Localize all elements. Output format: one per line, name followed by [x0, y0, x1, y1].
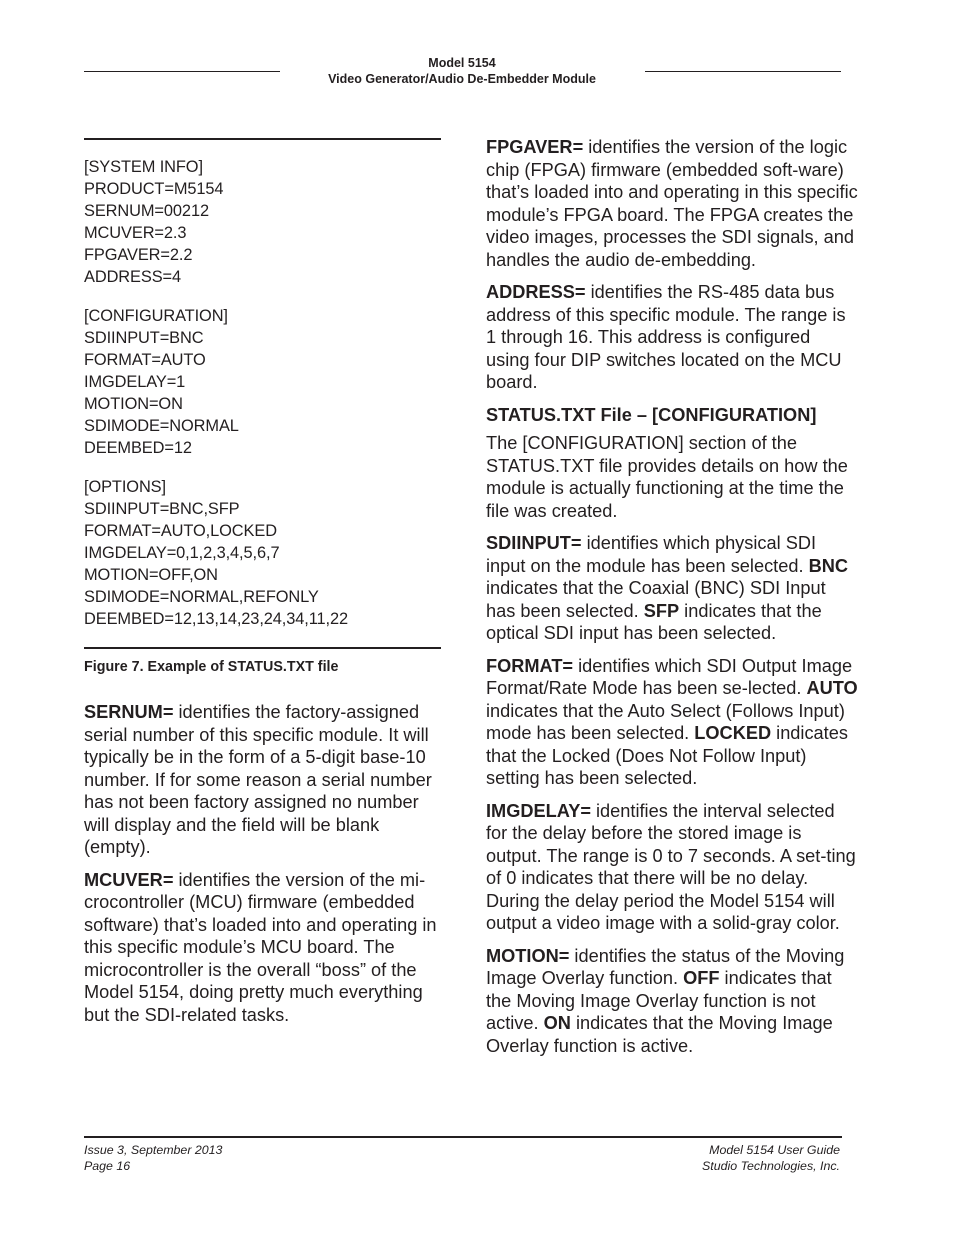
text-run: The [CONFIGURATION] section of the STATUS.TXT file provides details on how the module is actually functioning at the time the file was created.: [486, 433, 848, 521]
header-rule-left: [84, 71, 280, 72]
right-column-body: [486, 136, 858, 1067]
term: OFF: [683, 968, 720, 988]
config-line: DEEMBED=12,13,14,23,24,34,11,22: [84, 610, 349, 628]
footer-rule: [84, 1136, 842, 1138]
text-run: indicates that the Coaxial (BNC) SDI Input has been selected.: [486, 578, 826, 621]
figure-top-rule: [84, 138, 441, 140]
term: FPGAVER=: [486, 137, 584, 157]
paragraph: [486, 281, 858, 394]
status-file-example: [84, 156, 442, 647]
config-line: IMGDELAY=1: [84, 373, 186, 391]
config-line: [CONFIGURATION]: [84, 307, 228, 325]
config-line: IMGDELAY=0,1,2,3,4,5,6,7: [84, 544, 280, 562]
text-run: indicates that the Auto Select (Follows Input) mode has been selected.: [486, 700, 845, 743]
text-run: STATUS.TXT File – [CONFIGURATION]: [486, 404, 817, 425]
term: BNC: [808, 555, 848, 576]
config-group: [84, 476, 442, 630]
term: SFP: [643, 600, 680, 621]
config-line: SERNUM=00212: [84, 202, 209, 220]
paragraph: [486, 432, 858, 522]
term: SERNUM=: [84, 702, 174, 722]
paragraph: [486, 655, 858, 790]
text-run: indicates that the Moving Image Overlay function is active.: [486, 1013, 833, 1056]
left-column-body: [84, 701, 442, 1036]
figure-bottom-rule: [84, 647, 441, 649]
paragraph: [84, 701, 442, 859]
config-line: FPGAVER=2.2: [84, 246, 193, 264]
term: IMGDELAY=: [486, 800, 591, 821]
paragraph: [84, 869, 442, 1027]
config-line: SDIMODE=NORMAL,REFONLY: [84, 588, 319, 606]
term: ADDRESS=: [486, 282, 586, 302]
text-run: identifies the RS-485 data bus address of this specific module. The range is 1 through 16. This address is configured using four DIP switches located on the MCU board.: [486, 282, 846, 392]
config-line: SDIINPUT=BNC: [84, 329, 204, 347]
header-model: Model 5154: [428, 56, 496, 70]
paragraph: [486, 945, 858, 1058]
text-run: identifies the factory-assigned serial number of this specific module. It will typically be in the form of a 5-digit base-10 number. If for some reason a serial number has not been factory assigned no number will display and the field will be blank (empty).: [84, 702, 432, 857]
text-run: identifies which physical SDI input on the module has been selected.: [486, 533, 817, 576]
page-header: [280, 56, 644, 87]
config-line: ADDRESS=4: [84, 268, 182, 286]
config-line: [SYSTEM INFO]: [84, 158, 203, 176]
figure-caption: Figure 7. Example of STATUS.TXT file: [84, 659, 339, 675]
config-line: SDIMODE=NORMAL: [84, 417, 239, 435]
text-run: indicates that the Moving Image Overlay function is not active.: [486, 968, 832, 1033]
config-line: SDIINPUT=BNC,SFP: [84, 500, 240, 518]
text-run: identifies the version of the logic chip (FPGA) firmware (embedded soft-ware) that’s loaded into and operating in this specific module’s FPGA board. The FPGA creates the video images, processes the SDI signals, and handles the audio de-embedding.: [486, 137, 858, 270]
text-run: identifies the status of the Moving Image Overlay function.: [486, 945, 845, 988]
section-heading: [486, 404, 858, 427]
text-run: identifies the version of the mi-crocontroller (MCU) firmware (embedded software) that’s loaded into and operating in this specific module’s MCU board. The microcontroller is the overall “boss” of the Model 5154, doing pretty much everything but the SDI-related tasks.: [84, 869, 437, 1025]
term: AUTO: [806, 678, 858, 698]
header-rule-right: [645, 71, 841, 72]
config-line: MCUVER=2.3: [84, 224, 187, 242]
config-group: [84, 305, 442, 459]
header-subtitle: Video Generator/Audio De-Embedder Module: [328, 71, 596, 86]
text-run: identifies the interval selected for the delay before the stored image is output. The range is 0 to 7 seconds. A set-ting of 0 indicates that there will be no delay. During the delay period the Model 5154 will output a video image with a solid-gray color.: [486, 800, 856, 933]
config-line: DEEMBED=12: [84, 439, 192, 457]
footer-left: [84, 1143, 222, 1174]
term: LOCKED: [694, 723, 772, 743]
footer-company: Studio Technologies, Inc.: [702, 1158, 840, 1173]
paragraph: [486, 800, 858, 935]
text-run: identifies which SDI Output Image Format/Rate Mode has been se-lected.: [486, 655, 853, 698]
term: MOTION=: [486, 945, 570, 966]
config-group: [84, 156, 442, 288]
term: SDIINPUT=: [486, 533, 582, 553]
config-line: FORMAT=AUTO,LOCKED: [84, 522, 277, 540]
paragraph: [486, 136, 858, 271]
footer-guide-title: Model 5154 User Guide: [709, 1143, 840, 1157]
text-run: indicates that the optical SDI input has been selected.: [486, 600, 822, 643]
config-line: MOTION=ON: [84, 395, 183, 413]
term: FORMAT=: [486, 655, 574, 676]
term: MCUVER=: [84, 869, 174, 890]
footer-right: [702, 1143, 840, 1174]
config-line: FORMAT=AUTO: [84, 351, 206, 369]
term: ON: [543, 1013, 571, 1033]
text-run: indicates that the Locked (Does Not Follow Input) setting has been selected.: [486, 723, 848, 788]
config-line: PRODUCT=M5154: [84, 180, 224, 198]
paragraph: [486, 532, 858, 645]
footer-issue: Issue 3, September 2013: [84, 1143, 223, 1157]
config-line: MOTION=OFF,ON: [84, 566, 218, 584]
footer-page-number: Page 16: [84, 1158, 131, 1173]
config-line: [OPTIONS]: [84, 478, 166, 496]
